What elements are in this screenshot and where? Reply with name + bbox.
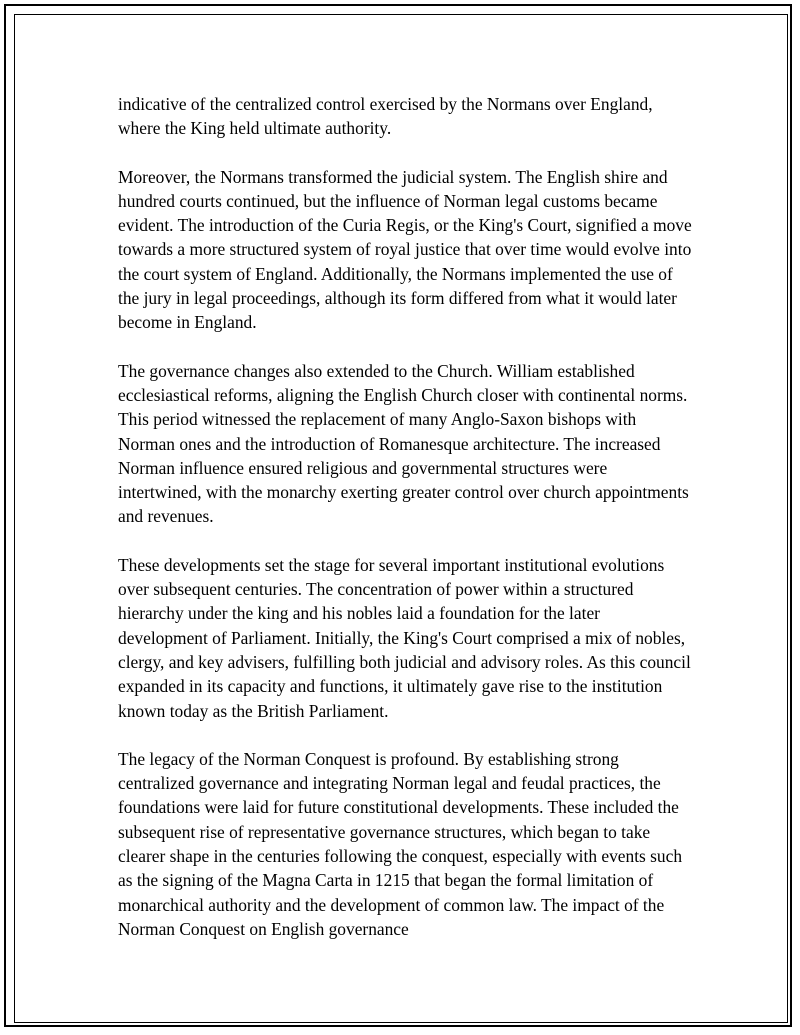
paragraph-norman-legacy: The legacy of the Norman Conquest is profound. By establishing strong centralized governance and integrating Norman legal and feudal practices, the foundations were laid for future constitutional developments. These included the subsequent rise of representative governance structures, which began to take clearer shape in the centuries following the conquest, especially with events such as the signing of the Magna Carta in 1215 that began the formal limitation of monarchical authority and the development of common law. The impact of the Norman Conquest on English governance (118, 748, 683, 939)
paragraph-institutional-evolutions: These developments set the stage for several important institutional evolutions over subsequent centuries. The concentration of power within a structured hierarchy under the king and his nobles laid a foundation for the later development of Parliament. Initially, the King's Court comprised a mix of nobles, clergy, and key advisers, fulfilling both judicial and advisory roles. As this council expanded in its capacity and functions, it ultimately gave rise to the institution known today as the British Parliament. (118, 554, 691, 721)
document-body (118, 92, 693, 965)
paragraph-judicial-system: Moreover, the Normans transformed the judicial system. The English shire and hundred courts continued, but the influence of Norman legal customs became evident. The introduction of the Curia Regis, or the King's Court, signified a move towards a more structured system of royal justice that over time would evolve into the court system of England. Additionally, the Normans implemented the use of the jury in legal proceedings, although its form differed from what it would later become in England. (118, 166, 692, 333)
paragraph-church-reforms: The governance changes also extended to the Church. William established ecclesiastical reforms, aligning the English Church closer with continental norms. This period witnessed the replacement of many Anglo-Saxon bishops with Norman ones and the introduction of Romanesque architecture. The increased Norman influence ensured religious and governmental structures were intertwined, with the monarchy exerting greater control over church appointments and revenues. (118, 360, 689, 527)
paragraph-centralized-control: indicative of the centralized control exercised by the Normans over England, where the King held ultimate authority. (118, 94, 653, 139)
